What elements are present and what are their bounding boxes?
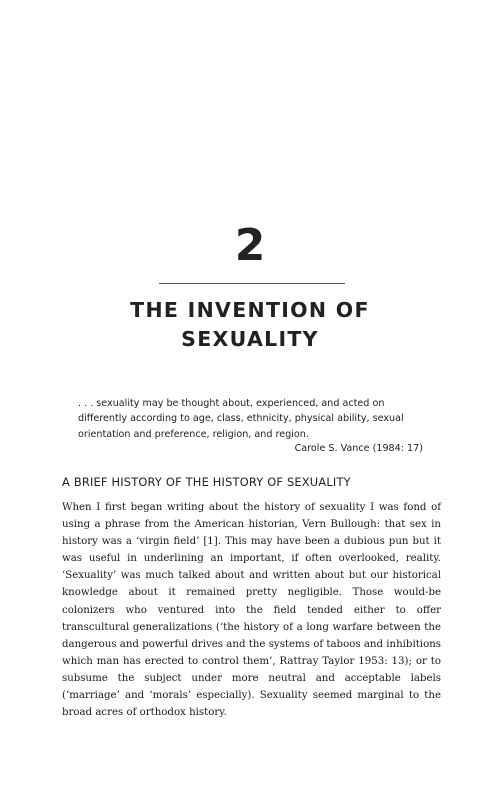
epigraph-attribution: Carole S. Vance (1984: 17) xyxy=(294,443,423,454)
epigraph-quote: . . . sexuality may be thought about, experienced, and acted on differently according to age, class, ethnicity, physical ability, sexual orientation and preference, religion, and region. xyxy=(78,398,404,440)
chapter-rule xyxy=(159,283,345,284)
body-paragraph: When I first began writing about the history of sexuality I was fond of using a phrase from the American historian, Vern Bullough: that sex in history was a ‘virgin field’ [1]. This may have been a dubious pun but it was useful in underlining an important, if often overlooked, reality. ‘Sexuality’ was much talked about and written about but our historical knowledge about it remained pretty negligible. Those would-be colonizers who ventured into the field tended either to offer transcultural generalizations (‘the history of a long warfare between the dangerous and powerful drives and the systems of taboos and inhibitions which man has erected to control them’, Rattray Taylor 1953: 13); or to subsume the subject under more neutral and acceptable labels (‘marriage’ and ‘morals’ especially). Sexuality seemed marginal to the broad acres of orthodox history. xyxy=(62,502,441,719)
chapter-title-line-1: THE INVENTION OF xyxy=(130,298,370,322)
section-heading: A BRIEF HISTORY OF THE HISTORY OF SEXUALITY xyxy=(62,475,351,489)
chapter-number: 2 xyxy=(234,220,266,271)
chapter-title-line-2: SEXUALITY xyxy=(181,327,319,351)
chapter-title xyxy=(0,296,500,354)
